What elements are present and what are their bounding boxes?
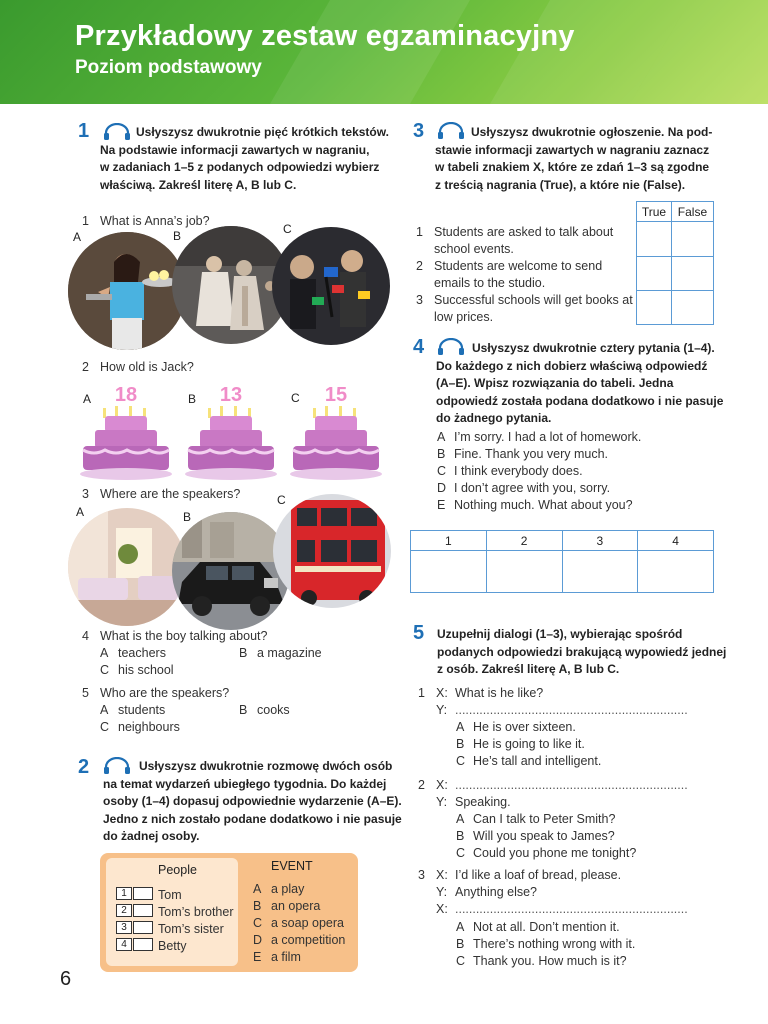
answer-box[interactable]: [133, 904, 153, 917]
response-option: C I think everybody does.: [437, 464, 583, 478]
response-option: A I’m sorry. I had a lot of homework.: [437, 430, 642, 444]
answer-table-header: 2: [486, 531, 562, 551]
birthday-cake-image: [79, 384, 173, 482]
person-number: 1: [116, 887, 132, 900]
answer-cell[interactable]: [637, 257, 672, 291]
exercise-number: 4: [413, 336, 425, 358]
person-name: Tom’s sister: [158, 922, 224, 936]
cake-age-label: 15: [324, 384, 348, 406]
people-header: People: [158, 863, 197, 877]
answer-box[interactable]: [133, 938, 153, 951]
option-letter[interactable]: A: [76, 505, 85, 519]
answer-option[interactable]: B cooks: [239, 703, 290, 717]
answer-blank[interactable]: ...................................................................: [455, 778, 688, 792]
false-column-header: False: [671, 202, 713, 222]
statement: 3 Successful schools will get books at low prices.: [416, 293, 633, 324]
journalists-photo: [272, 227, 390, 345]
waitress-photo: [68, 232, 186, 350]
answer-cell[interactable]: [671, 222, 713, 257]
answer-blank[interactable]: ...................................................................: [455, 703, 688, 717]
event-item: D a competition: [253, 933, 346, 947]
option-letter[interactable]: C: [277, 493, 286, 507]
event-header: EVENT: [271, 859, 313, 873]
answer-option[interactable]: C his school: [100, 663, 174, 677]
true-false-table: [636, 201, 714, 325]
dialogue-option[interactable]: B There’s nothing wrong with it.: [456, 937, 636, 951]
page-title: Przykładowy zestaw egzaminacyjny: [75, 20, 575, 52]
event-item: C a soap opera: [253, 916, 344, 930]
event-item: E a film: [253, 950, 301, 964]
dialogue-line: Y: Speaking.: [436, 795, 511, 809]
option-letter[interactable]: A: [83, 392, 92, 406]
question: 4 What is the boy talking about?: [82, 629, 268, 643]
option-letter[interactable]: B: [188, 392, 197, 406]
dialogue-option[interactable]: C He’s tall and intelligent.: [456, 754, 602, 768]
dialogue-option[interactable]: B Will you speak to James?: [456, 829, 615, 843]
answer-box[interactable]: [133, 921, 153, 934]
page-number: 6: [60, 968, 72, 990]
answer-blank[interactable]: ...................................................................: [455, 902, 688, 916]
question: 5 Who are the speakers?: [82, 686, 230, 700]
answer-table: [410, 530, 714, 593]
question: 3 Where are the speakers?: [82, 487, 241, 501]
cake-age-label: 13: [219, 384, 243, 406]
cake-age-label: 18: [114, 384, 138, 406]
page-subtitle: Poziom podstawowy: [75, 57, 262, 78]
option-letter[interactable]: A: [73, 230, 82, 244]
answer-cell[interactable]: [638, 551, 714, 593]
dialogue-option[interactable]: A He is over sixteen.: [456, 720, 576, 734]
answer-cell[interactable]: [411, 551, 487, 593]
exercise-number: 3: [413, 120, 425, 142]
question: 1 What is Anna’s job?: [82, 214, 210, 228]
taxi-photo: [172, 512, 290, 630]
exercise-instruction: Usłyszysz dwukrotnie ogłoszenie. Na pod- stawie informacji zawartych w nagraniu zaznacz w tabeli znakiem X, które ze zdań 1–3 są zgodne z treścią nagrania (True), a które nie (False).: [435, 125, 713, 192]
dialogue-line: 3 X: I’d like a loaf of bread, please.: [418, 868, 622, 882]
dialogue-line: 1 X: What is he like?: [418, 686, 544, 700]
response-option: E Nothing much. What about you?: [437, 498, 633, 512]
statement: 2 Students are welcome to send emails to the studio.: [416, 259, 603, 290]
answer-table-header: 3: [562, 531, 638, 551]
birthday-cake-image: [289, 384, 383, 482]
exercise-instruction: Usłyszysz dwukrotnie rozmowę dwóch osób na temat wydarzeń ubiegłego tygodnia. Do każdej osoby (1–4) dopasuj odpowiednie wydarzenie (A–E). Jedno z nich zostało podane dodatkowo i nie pasuje do żadnej osoby.: [103, 759, 402, 844]
event-item: A a play: [253, 882, 305, 896]
person-name: Tom’s brother: [158, 905, 234, 919]
answer-cell[interactable]: [637, 222, 672, 257]
answer-option[interactable]: C neighbours: [100, 720, 180, 734]
dialogue-option[interactable]: C Thank you. How much is it?: [456, 954, 627, 968]
page-header: [0, 0, 768, 104]
response-option: B Fine. Thank you very much.: [437, 447, 609, 461]
event-item: B an opera: [253, 899, 321, 913]
answer-option[interactable]: A teachers: [100, 646, 166, 660]
answer-option[interactable]: A students: [100, 703, 166, 717]
dialogue-line: Y: ...................................................................: [436, 703, 688, 717]
double-decker-bus-photo: [273, 494, 391, 608]
option-letter[interactable]: B: [173, 229, 182, 243]
answer-table-header: 1: [411, 531, 487, 551]
person-number: 2: [116, 904, 132, 917]
dialogue-line: X: ...................................................................: [436, 902, 688, 916]
exercise-instruction: Uzupełnij dialogi (1–3), wybierając spośród podanych odpowiedzi brakującą wypowiedź jednej z osób. Zakreśl literę A, B lub C.: [437, 627, 727, 677]
answer-option[interactable]: B a magazine: [239, 646, 322, 660]
answer-cell[interactable]: [637, 291, 672, 325]
exercise-number: 5: [413, 622, 425, 644]
person-name: Betty: [158, 939, 187, 953]
response-option: D I don’t agree with you, sorry.: [437, 481, 611, 495]
person-number: 3: [116, 921, 132, 934]
answer-cell[interactable]: [486, 551, 562, 593]
dialogue-option[interactable]: A Not at all. Don’t mention it.: [456, 920, 620, 934]
dialogue-line: Y: Anything else?: [436, 885, 538, 899]
living-room-photo: [68, 508, 186, 626]
option-letter[interactable]: C: [291, 391, 300, 405]
true-column-header: True: [637, 202, 672, 222]
answer-cell[interactable]: [671, 257, 713, 291]
question: 2 How old is Jack?: [82, 360, 194, 374]
person-number: 4: [116, 938, 132, 951]
answer-box[interactable]: [133, 887, 153, 900]
answer-cell[interactable]: [562, 551, 638, 593]
option-letter[interactable]: B: [183, 510, 192, 524]
exercise-number: 1: [78, 120, 90, 142]
dialogue-line: 2 X: ...................................................................: [418, 778, 688, 792]
dialogue-option[interactable]: B He is going to like it.: [456, 737, 585, 751]
statement: 1 Students are asked to talk about school events.: [416, 225, 614, 256]
option-letter[interactable]: C: [283, 222, 292, 236]
exercise-instruction: Usłyszysz dwukrotnie pięć krótkich tekstów. Na podstawie informacji zawartych w nagraniu, w zadaniach 1–5 z podanych odpowiedzi wybierz właściwą. Zakreśl literę A, B lub C.: [100, 125, 389, 192]
exercise-number: 2: [78, 756, 90, 778]
dialogue-option[interactable]: C Could you phone me tonight?: [456, 846, 637, 860]
answer-cell[interactable]: [671, 291, 713, 325]
person-name: Tom: [158, 888, 182, 902]
answer-table-header: 4: [638, 531, 714, 551]
birthday-cake-image: [184, 384, 278, 482]
dialogue-option[interactable]: A Can I talk to Peter Smith?: [456, 812, 616, 826]
exercise-instruction: Usłyszysz dwukrotnie cztery pytania (1–4). Do każdego z nich dobierz właściwą odpowiedź (A–E). Wpisz rozwiązania do tabeli. Jedna odpowiedź została podana dodatkowo i nie pasuje do żadnego pytania.: [436, 341, 724, 426]
